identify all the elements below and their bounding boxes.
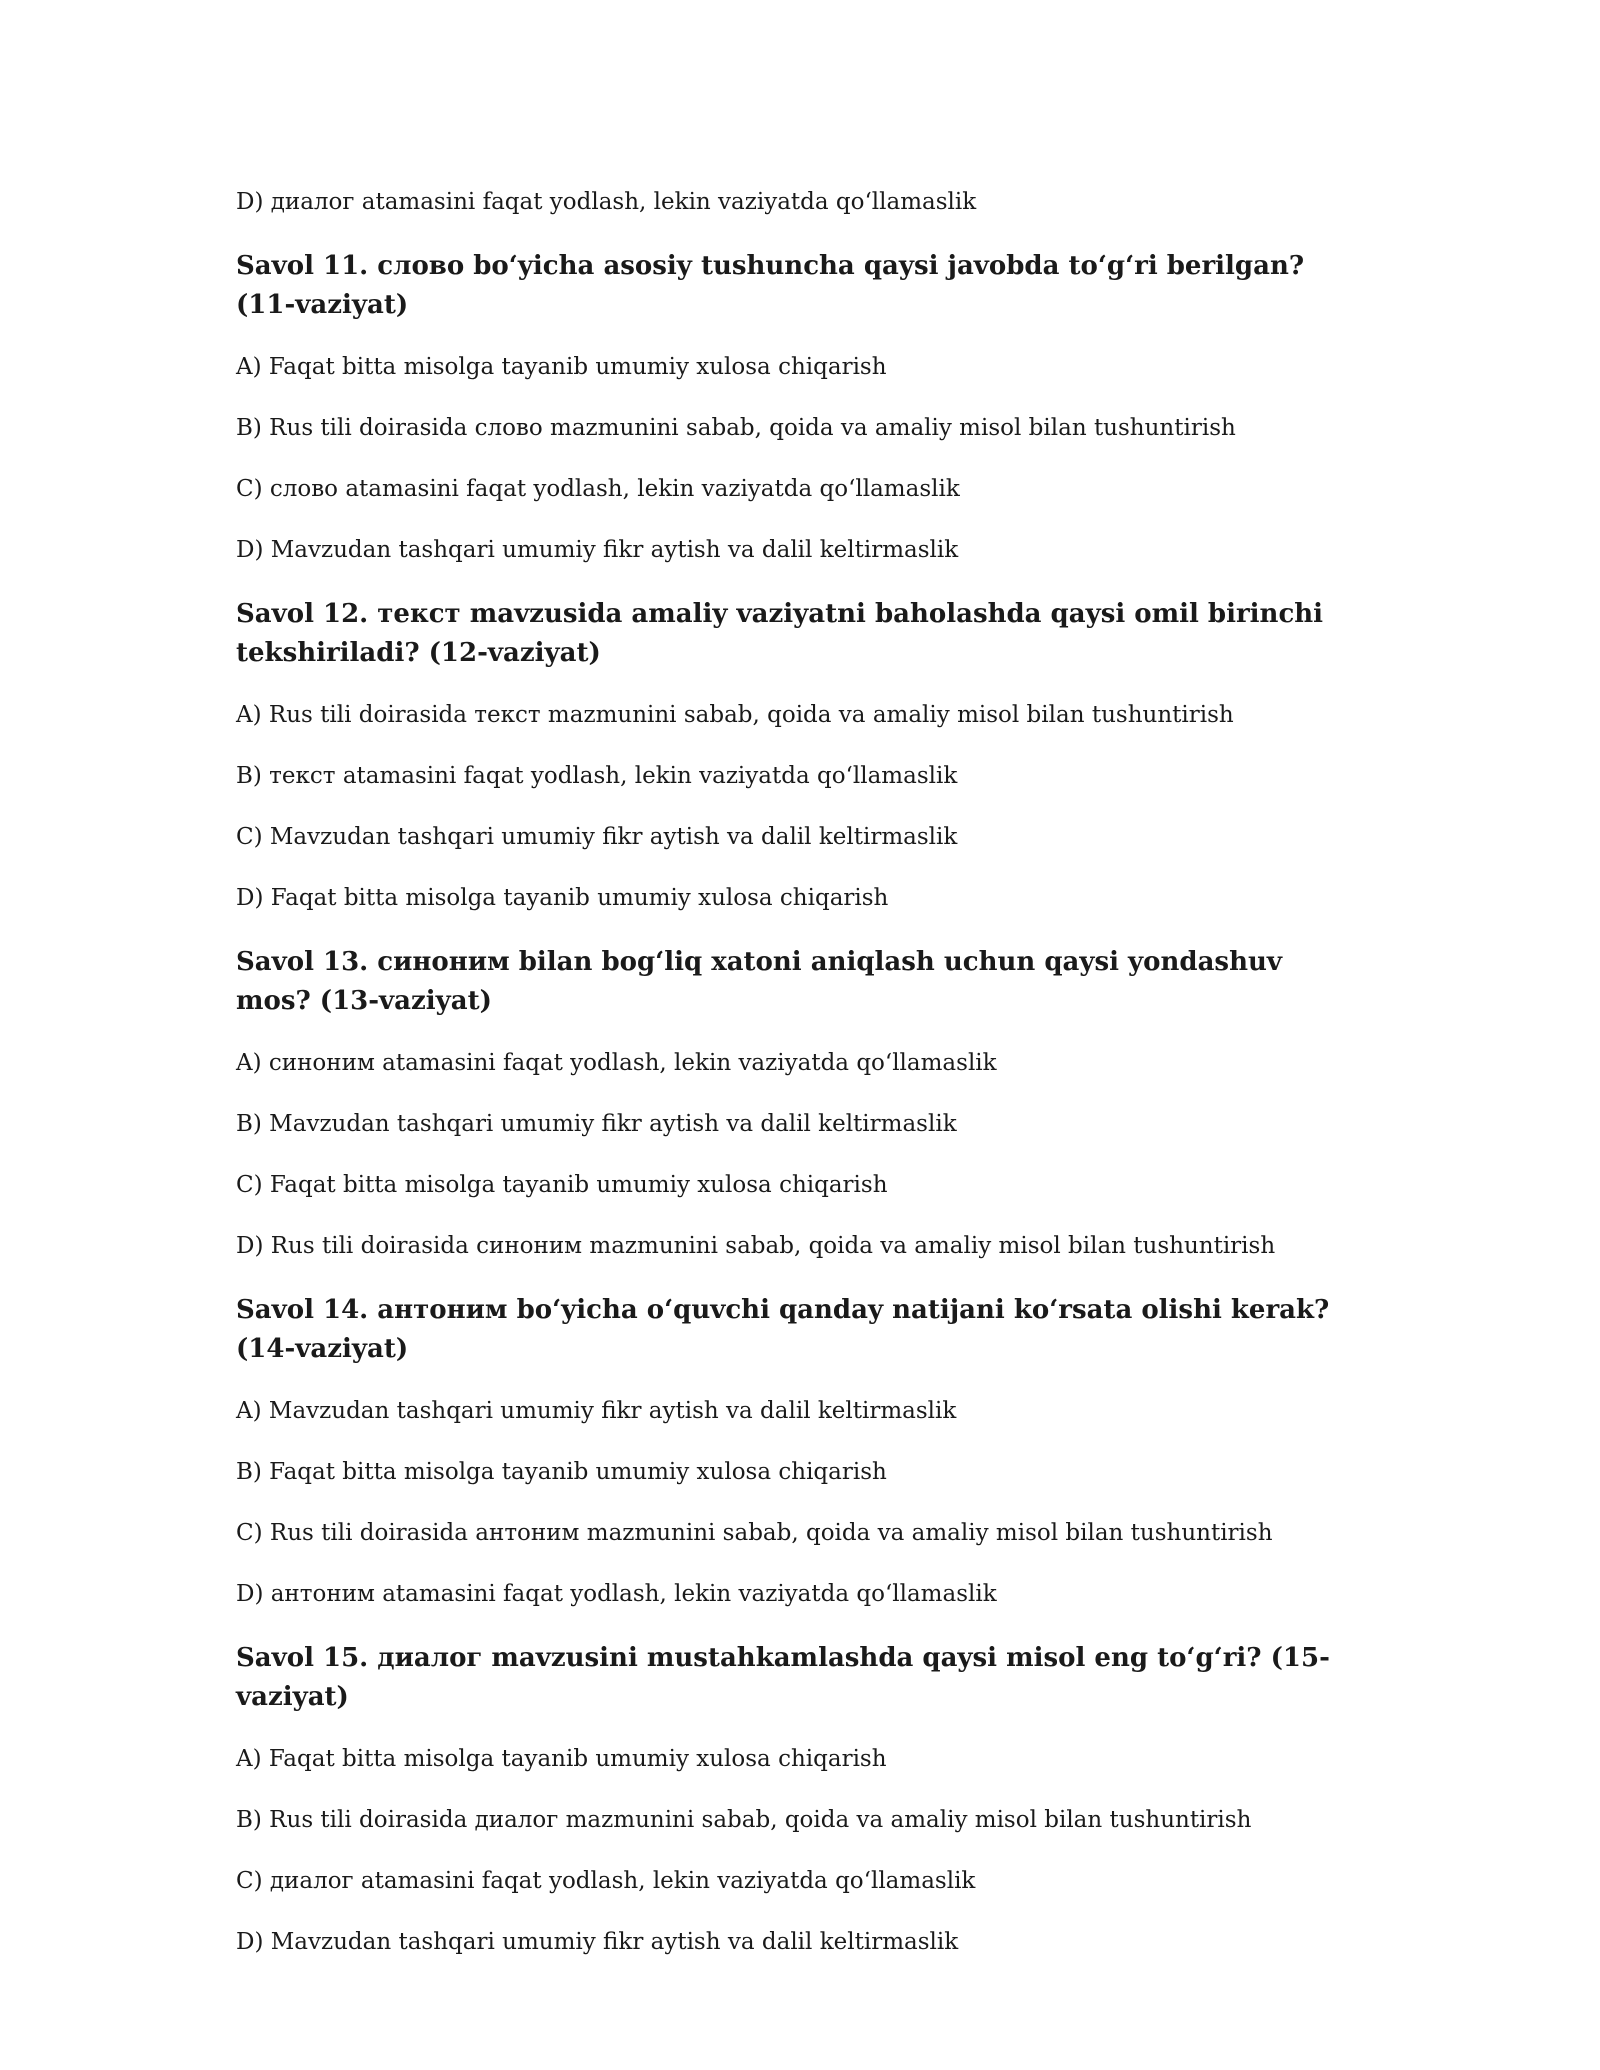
question-11-option-c: C) слово atamasini faqat yodlash, lekin vaziyatda qo‘llamaslik <box>236 476 960 502</box>
question-15-option-b: B) Rus tili doirasida диалог mazmunini sabab, qoida va amaliy misol bilan tushuntirish <box>236 1807 1252 1833</box>
question-11-option-d: D) Mavzudan tashqari umumiy fikr aytish va dalil keltirmaslik <box>236 537 959 563</box>
question-11-option-a: A) Faqat bitta misolga tayanib umumiy xulosa chiqarish <box>236 354 887 380</box>
question-13-title: Savol 13. синоним bilan bog‘liq xatoni aniqlash uchun qaysi yondashuv mos? (13-vaziyat) <box>236 947 1282 1016</box>
option-d-previous-question: D) диалог atamasini faqat yodlash, lekin vaziyatda qo‘llamaslik <box>236 189 977 215</box>
question-12-option-d: D) Faqat bitta misolga tayanib umumiy xulosa chiqarish <box>236 885 889 911</box>
document-content <box>236 186 1346 1987</box>
question-12-title: Savol 12. текст mavzusida amaliy vaziyatni baholashda qaysi omil birinchi tekshiriladi? (12-vaziyat) <box>236 599 1324 668</box>
question-12-option-a: A) Rus tili doirasida текст mazmunini sabab, qoida va amaliy misol bilan tushuntirish <box>236 702 1234 728</box>
question-13-option-b: B) Mavzudan tashqari umumiy fikr aytish va dalil keltirmaslik <box>236 1111 957 1137</box>
question-14-option-d: D) антоним atamasini faqat yodlash, lekin vaziyatda qo‘llamaslik <box>236 1581 997 1607</box>
question-11-title: Savol 11. слово bo‘yicha asosiy tushuncha qaysi javobda to‘g‘ri berilgan? (11-vaziyat) <box>236 251 1305 320</box>
question-12-option-c: C) Mavzudan tashqari umumiy fikr aytish va dalil keltirmaslik <box>236 824 958 850</box>
question-15-option-d: D) Mavzudan tashqari umumiy fikr aytish va dalil keltirmaslik <box>236 1929 959 1955</box>
question-15-title: Savol 15. диалог mavzusini mustahkamlashda qaysi misol eng to‘g‘ri? (15-vaziyat) <box>236 1643 1330 1712</box>
question-15-option-c: C) диалог atamasini faqat yodlash, lekin vaziyatda qo‘llamaslik <box>236 1868 976 1894</box>
question-14-title: Savol 14. антоним bo‘yicha o‘quvchi qanday natijani ko‘rsata olishi kerak? (14-vaziyat) <box>236 1295 1330 1364</box>
question-14-option-a: A) Mavzudan tashqari umumiy fikr aytish va dalil keltirmaslik <box>236 1398 957 1424</box>
question-14-option-b: B) Faqat bitta misolga tayanib umumiy xulosa chiqarish <box>236 1459 887 1485</box>
question-15-option-a: A) Faqat bitta misolga tayanib umumiy xulosa chiqarish <box>236 1746 887 1772</box>
question-13-option-d: D) Rus tili doirasida синоним mazmunini sabab, qoida va amaliy misol bilan tushuntirish <box>236 1233 1276 1259</box>
question-13-option-a: A) синоним atamasini faqat yodlash, lekin vaziyatda qo‘llamaslik <box>236 1050 997 1076</box>
question-12-option-b: B) текст atamasini faqat yodlash, lekin vaziyatda qo‘llamaslik <box>236 763 958 789</box>
question-13-option-c: C) Faqat bitta misolga tayanib umumiy xulosa chiqarish <box>236 1172 888 1198</box>
question-11-option-b: B) Rus tili doirasida слово mazmunini sabab, qoida va amaliy misol bilan tushuntirish <box>236 415 1236 441</box>
question-14-option-c: C) Rus tili doirasida антоним mazmunini sabab, qoida va amaliy misol bilan tushuntirish <box>236 1520 1273 1546</box>
